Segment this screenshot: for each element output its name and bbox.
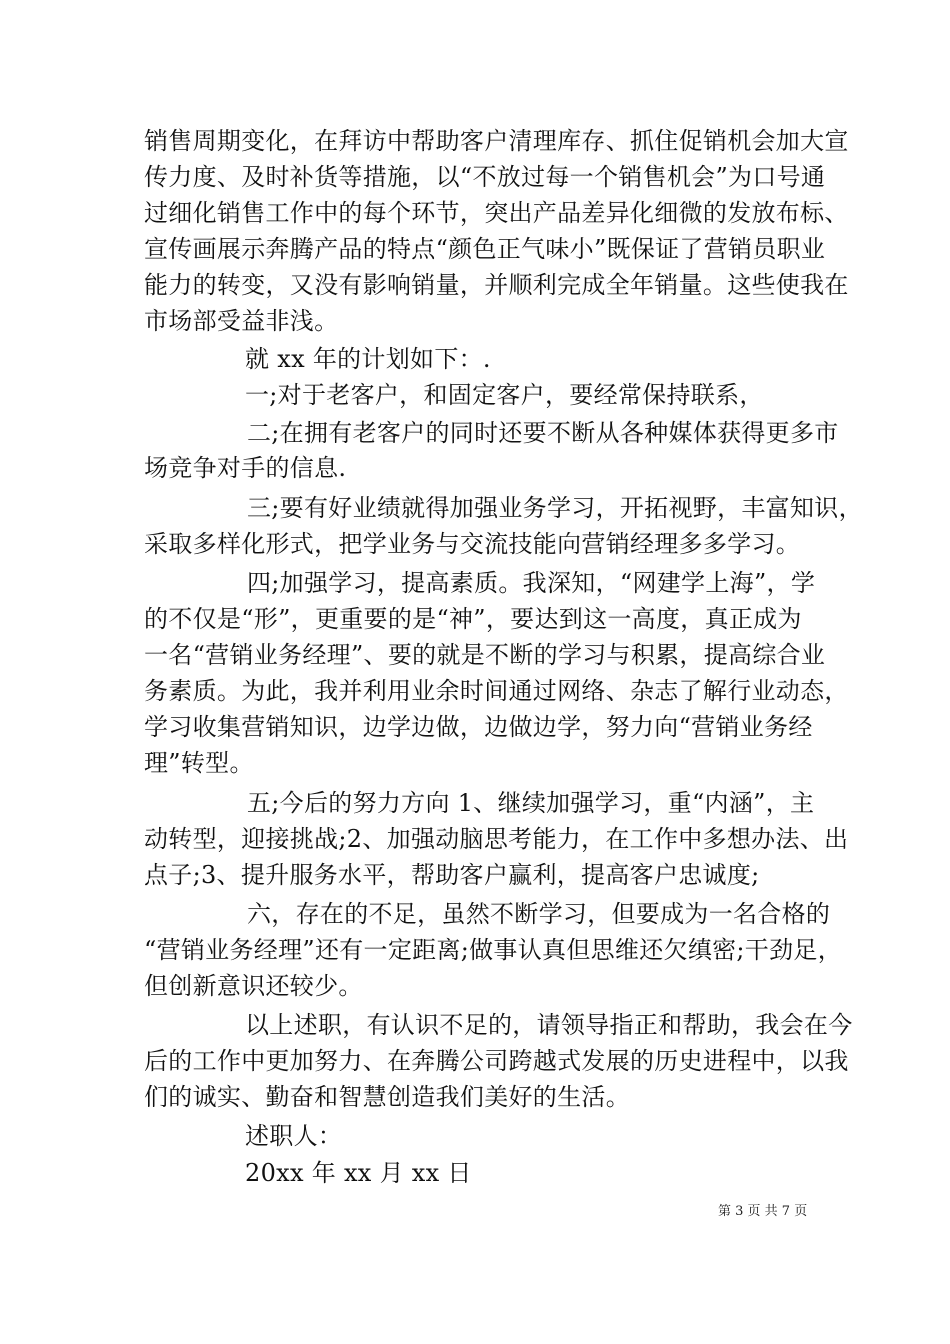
body-line: 后的工作中更加努力、在奔腾公司跨越式发展的历史进程中，以我 (144, 1047, 849, 1075)
body-line: 采取多样化形式，把学业务与交流技能向营销经理多多学习。 (144, 530, 801, 558)
body-line: 销售周期变化，在拜访中帮助客户清理库存、抓住促销机会加大宣 (144, 127, 849, 155)
body-line: 一名“营销业务经理”、要的就是不断的学习与积累，提高综合业 (144, 641, 826, 669)
body-line: “营销业务经理”还有一定距离;做事认真但思维还欠缜密;干劲足， (144, 936, 843, 964)
body-line: 点子;3、提升服务水平，帮助客户赢利，提高客户忠诚度; (144, 861, 760, 889)
date-line: 20xx 年 xx 月 xx 日 (245, 1159, 472, 1187)
body-line: 们的诚实、勤奋和智慧创造我们美好的生活。 (144, 1083, 630, 1111)
body-line: 的不仅是“形”，更重要的是“神”，要达到这一高度，真正成为 (144, 605, 802, 633)
plan-item-6: 六，存在的不足，虽然不断学习，但要成为一名合格的 (247, 900, 831, 928)
signature-label: 述职人： (245, 1122, 343, 1150)
body-line: 但创新意识还较少。 (144, 972, 363, 1000)
page-number: 第 3 页 共 7 页 (718, 1204, 808, 1219)
body-line: 宣传画展示奔腾产品的特点“颜色正气味小”既保证了营销员职业 (144, 235, 826, 263)
body-line: 务素质。为此，我并利用业余时间通过网络、杂志了解行业动态， (144, 677, 849, 705)
plan-item-5: 五;今后的努力方向 1、继续加强学习，重“内涵”，主 (247, 789, 815, 817)
plan-item-1: 一;对于老客户，和固定客户，要经常保持联系， (245, 381, 764, 409)
plan-item-4: 四;加强学习，提高素质。我深知，“网建学上海”，学 (247, 569, 816, 597)
plan-item-2: 二;在拥有老客户的同时还要不断从各种媒体获得更多市 (247, 419, 839, 447)
body-line: 理”转型。 (144, 749, 254, 777)
plan-item-3: 三;要有好业绩就得加强业务学习，开拓视野，丰富知识， (247, 494, 863, 522)
body-line: 传力度、及时补货等措施，以“不放过每一个销售机会”为口号通 (144, 163, 826, 191)
body-line: 动转型，迎接挑战;2、加强动脑思考能力，在工作中多想办法、出 (144, 825, 849, 853)
closing-paragraph: 以上述职，有认识不足的，请领导指正和帮助，我会在今 (245, 1011, 853, 1039)
body-line: 过细化销售工作中的每个环节，突出产品差异化细微的发放布标、 (144, 199, 849, 227)
body-line: 学习收集营销知识，边学边做，边做边学，努力向“营销业务经 (144, 713, 813, 741)
body-line: 市场部受益非浅。 (144, 307, 339, 335)
plan-heading: 就 xx 年的计划如下：. (245, 345, 491, 373)
body-line: 场竞争对手的信息. (144, 454, 347, 482)
body-line: 能力的转变，又没有影响销量，并顺利完成全年销量。这些使我在 (144, 271, 849, 299)
